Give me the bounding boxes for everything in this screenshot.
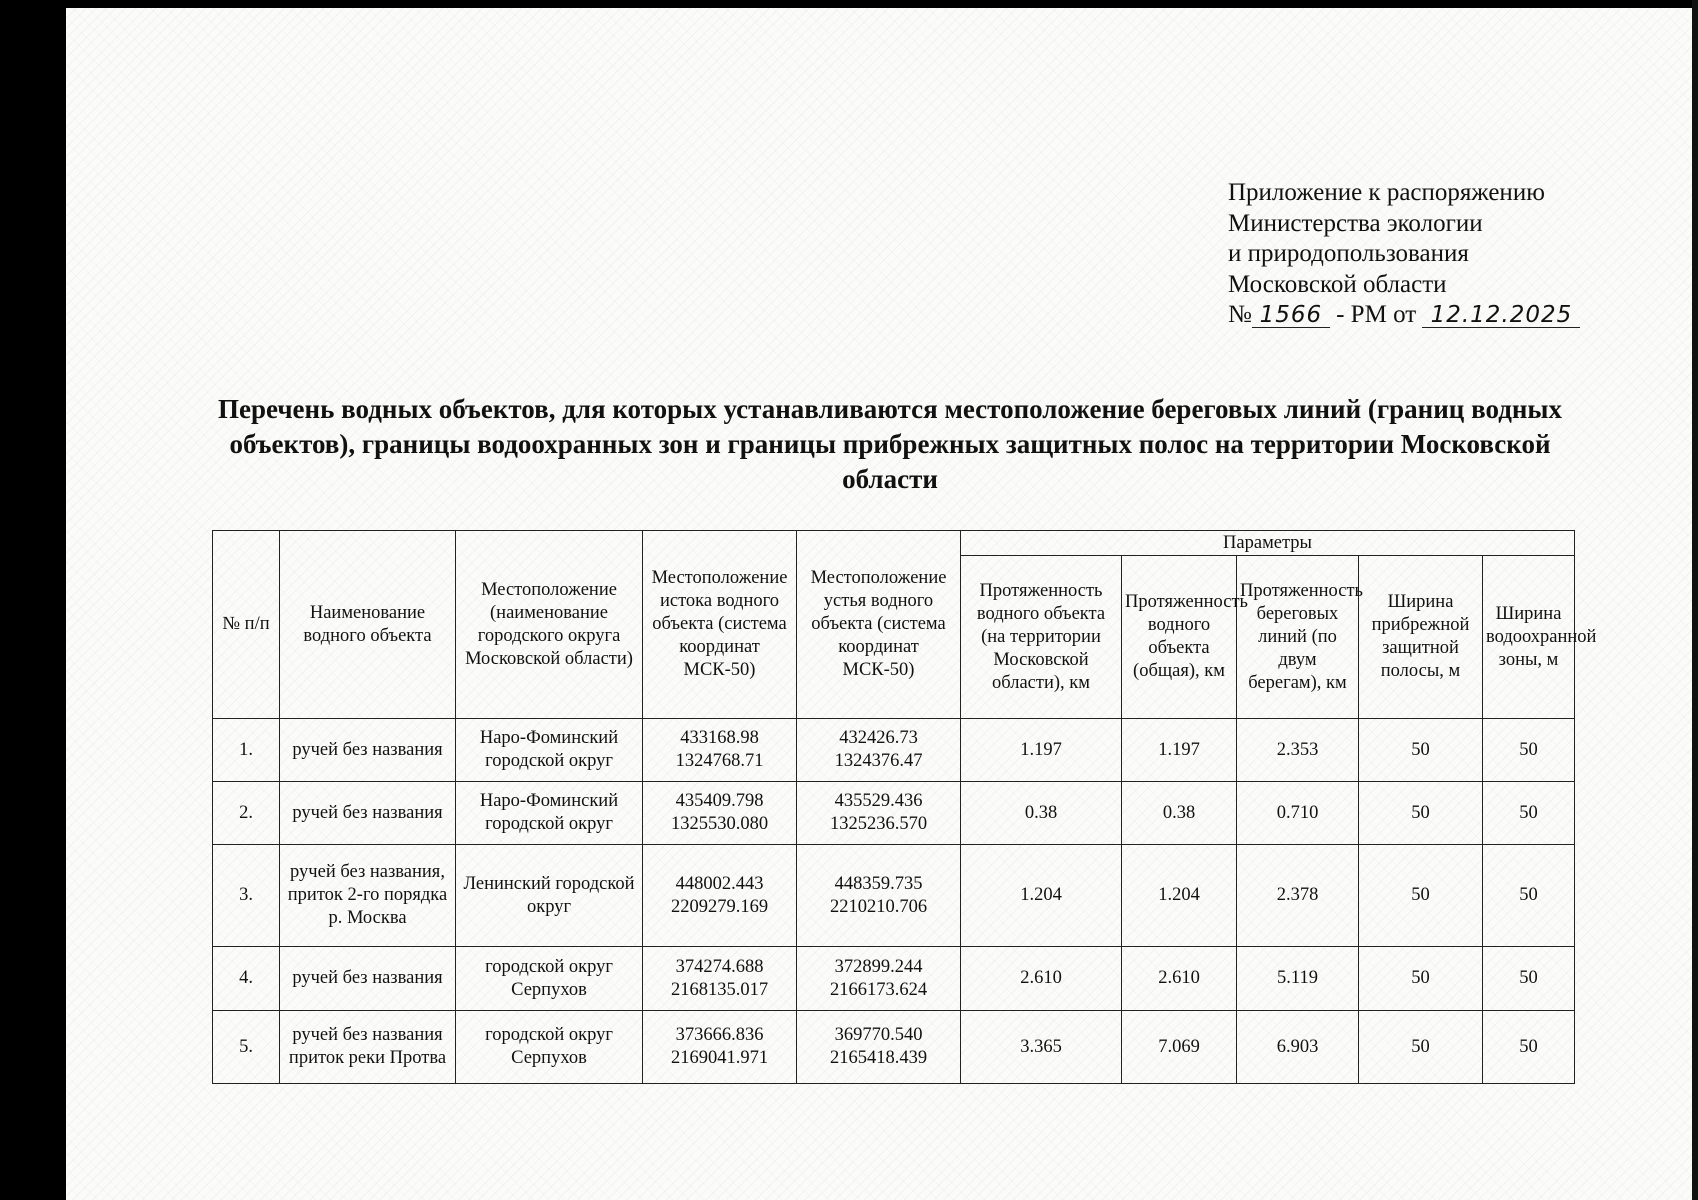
table-row [213, 782, 1575, 845]
cell-num: 2. [213, 782, 280, 845]
cell-coastal-strip: 50 [1359, 1011, 1483, 1084]
header-length-total: Протяженность водного объекта (общая), км [1122, 556, 1237, 719]
cell-water-zone: 50 [1483, 1011, 1575, 1084]
cell-water-zone: 50 [1483, 782, 1575, 845]
cell-source: 374274.688 2168135.017 [643, 947, 797, 1011]
cell-length-mo: 3.365 [961, 1011, 1122, 1084]
header-location: Местоположение (наименование городского округа Московской области) [456, 531, 643, 719]
header-mouth: Местоположение устья водного объекта (система координат МСК-50) [797, 531, 961, 719]
cell-source: 373666.836 2169041.971 [643, 1011, 797, 1084]
cell-length-total: 0.38 [1122, 782, 1237, 845]
cell-name: ручей без названия, приток 2-го порядка р. Москва [280, 845, 456, 947]
header-length-mo: Протяженность водного объекта (на территории Московской области), км [961, 556, 1122, 719]
cell-mouth: 369770.540 2165418.439 [797, 1011, 961, 1084]
cell-location: Наро-Фоминский городской округ [456, 719, 643, 782]
cell-location: Наро-Фоминский городской округ [456, 782, 643, 845]
document-title: Перечень водных объектов, для которых устанавливаются местоположение береговых линий (границ водных объектов), границы водоохранных зон и границы прибрежных защитных полос на территории Московской области [218, 394, 1562, 494]
approval-line: Приложение к распоряжению [1228, 179, 1545, 206]
table-row [213, 1011, 1575, 1084]
approval-line: Московской области [1228, 270, 1447, 298]
order-suffix: - РМ от [1336, 301, 1417, 328]
cell-location: городской округ Серпухов [456, 1011, 643, 1084]
cell-length-mo: 1.197 [961, 719, 1122, 782]
cell-length-total: 7.069 [1122, 1011, 1237, 1084]
cell-length-total: 2.610 [1122, 947, 1237, 1011]
cell-water-zone: 50 [1483, 719, 1575, 782]
order-number-line [1228, 300, 1588, 331]
header-name: Наименование водного объекта [280, 531, 456, 719]
cell-name: ручей без названия [280, 947, 456, 1011]
header-source: Местоположение истока водного объекта (система координат МСК-50) [643, 531, 797, 719]
approval-line: и природопользования [1228, 240, 1469, 267]
cell-num: 3. [213, 845, 280, 947]
cell-water-zone: 50 [1483, 947, 1575, 1011]
cell-mouth: 432426.73 1324376.47 [797, 719, 961, 782]
table-row [213, 719, 1575, 782]
cell-shoreline: 2.378 [1237, 845, 1359, 947]
cell-source: 433168.98 1324768.71 [643, 719, 797, 782]
cell-mouth: 435529.436 1325236.570 [797, 782, 961, 845]
cell-name: ручей без названия [280, 782, 456, 845]
header-num: № п/п [213, 531, 280, 719]
cell-name: ручей без названия [280, 719, 456, 782]
cell-shoreline: 2.353 [1237, 719, 1359, 782]
table-row [213, 845, 1575, 947]
handwritten-order-number: 1566 [1252, 303, 1330, 328]
cell-length-mo: 0.38 [961, 782, 1122, 845]
cell-location: городской округ Серпухов [456, 947, 643, 1011]
cell-shoreline: 5.119 [1237, 947, 1359, 1011]
cell-mouth: 448359.735 2210210.706 [797, 845, 961, 947]
header-shoreline: Протяженность береговых линий (по двум берегам), км [1237, 556, 1359, 719]
cell-shoreline: 0.710 [1237, 782, 1359, 845]
scan-border-left [0, 0, 66, 1200]
table-row [213, 947, 1575, 1011]
cell-coastal-strip: 50 [1359, 719, 1483, 782]
table-header-row [213, 531, 1575, 556]
cell-length-mo: 1.204 [961, 845, 1122, 947]
cell-num: 4. [213, 947, 280, 1011]
cell-length-mo: 2.610 [961, 947, 1122, 1011]
header-coastal-strip: Ширина прибрежной защитной полосы, м [1359, 556, 1483, 719]
cell-mouth: 372899.244 2166173.624 [797, 947, 961, 1011]
handwritten-order-date: 12.12.2025 [1422, 303, 1580, 328]
cell-source: 448002.443 2209279.169 [643, 845, 797, 947]
cell-num: 1. [213, 719, 280, 782]
number-sign: № [1228, 301, 1252, 328]
cell-coastal-strip: 50 [1359, 845, 1483, 947]
cell-length-total: 1.204 [1122, 845, 1237, 947]
header-parameters: Параметры [961, 531, 1575, 556]
approval-block [1228, 178, 1588, 331]
approval-line: Министерства экологии [1228, 209, 1483, 237]
cell-water-zone: 50 [1483, 845, 1575, 947]
cell-coastal-strip: 50 [1359, 947, 1483, 1011]
cell-location: Ленинский городской округ [456, 845, 643, 947]
cell-coastal-strip: 50 [1359, 782, 1483, 845]
cell-source: 435409.798 1325530.080 [643, 782, 797, 845]
cell-name: ручей без названия приток реки Протва [280, 1011, 456, 1084]
water-objects-table [212, 530, 1597, 1084]
cell-length-total: 1.197 [1122, 719, 1237, 782]
header-water-zone: Ширина водоохранной зоны, м [1483, 556, 1575, 719]
cell-shoreline: 6.903 [1237, 1011, 1359, 1084]
scan-border-right [1692, 0, 1698, 1200]
cell-num: 5. [213, 1011, 280, 1084]
scan-border-top [0, 0, 1698, 8]
